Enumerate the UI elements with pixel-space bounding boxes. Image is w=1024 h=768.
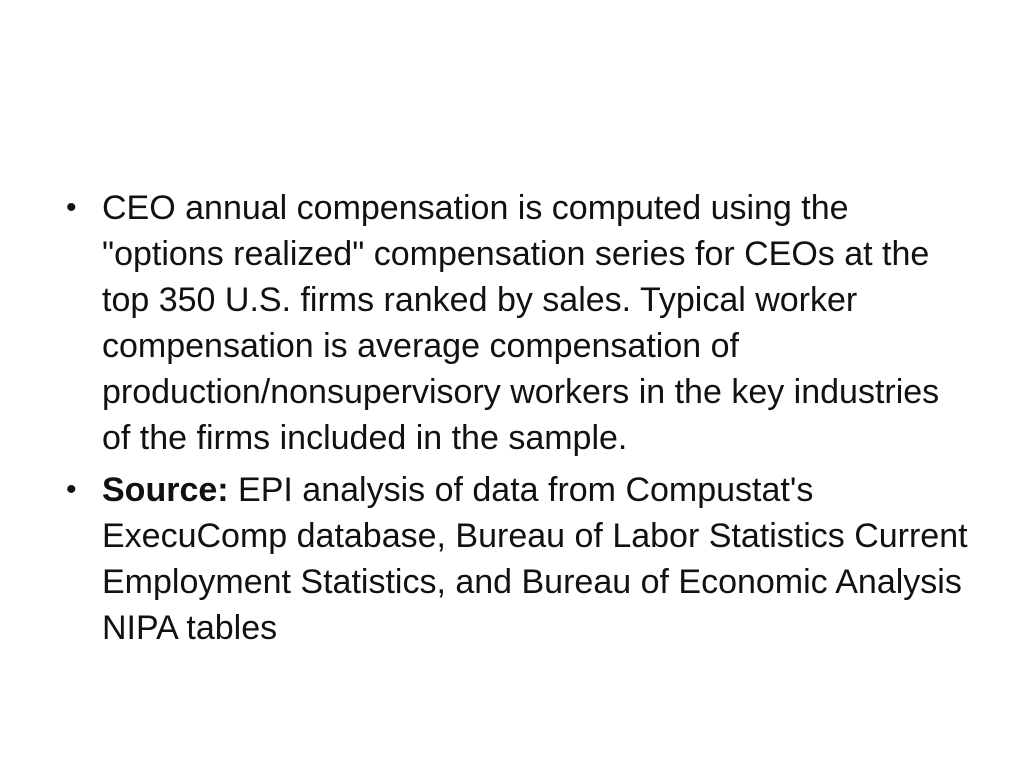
bullet-dot-icon: • (66, 191, 77, 224)
bullet-methodology-text: CEO annual compensation is computed using the "options realized" compensation series for CEOs at the top 350 U.S. firms ranked by sales. Typical worker compensation is average compensation of production/nonsupervisory workers in the key industries of the firms included in the sample. (102, 189, 940, 457)
bullet-source (60, 467, 970, 651)
source-label: Source: (102, 471, 229, 509)
bullet-list (60, 185, 970, 657)
bullet-source-text: EPI analysis of data from Compustat's ExecuComp database, Bureau of Labor Statistics Current Employment Statistics, and Bureau of Economic Analysis NIPA tables (102, 471, 968, 647)
bullet-dot-icon: • (66, 473, 77, 506)
bullet-methodology (60, 185, 970, 461)
